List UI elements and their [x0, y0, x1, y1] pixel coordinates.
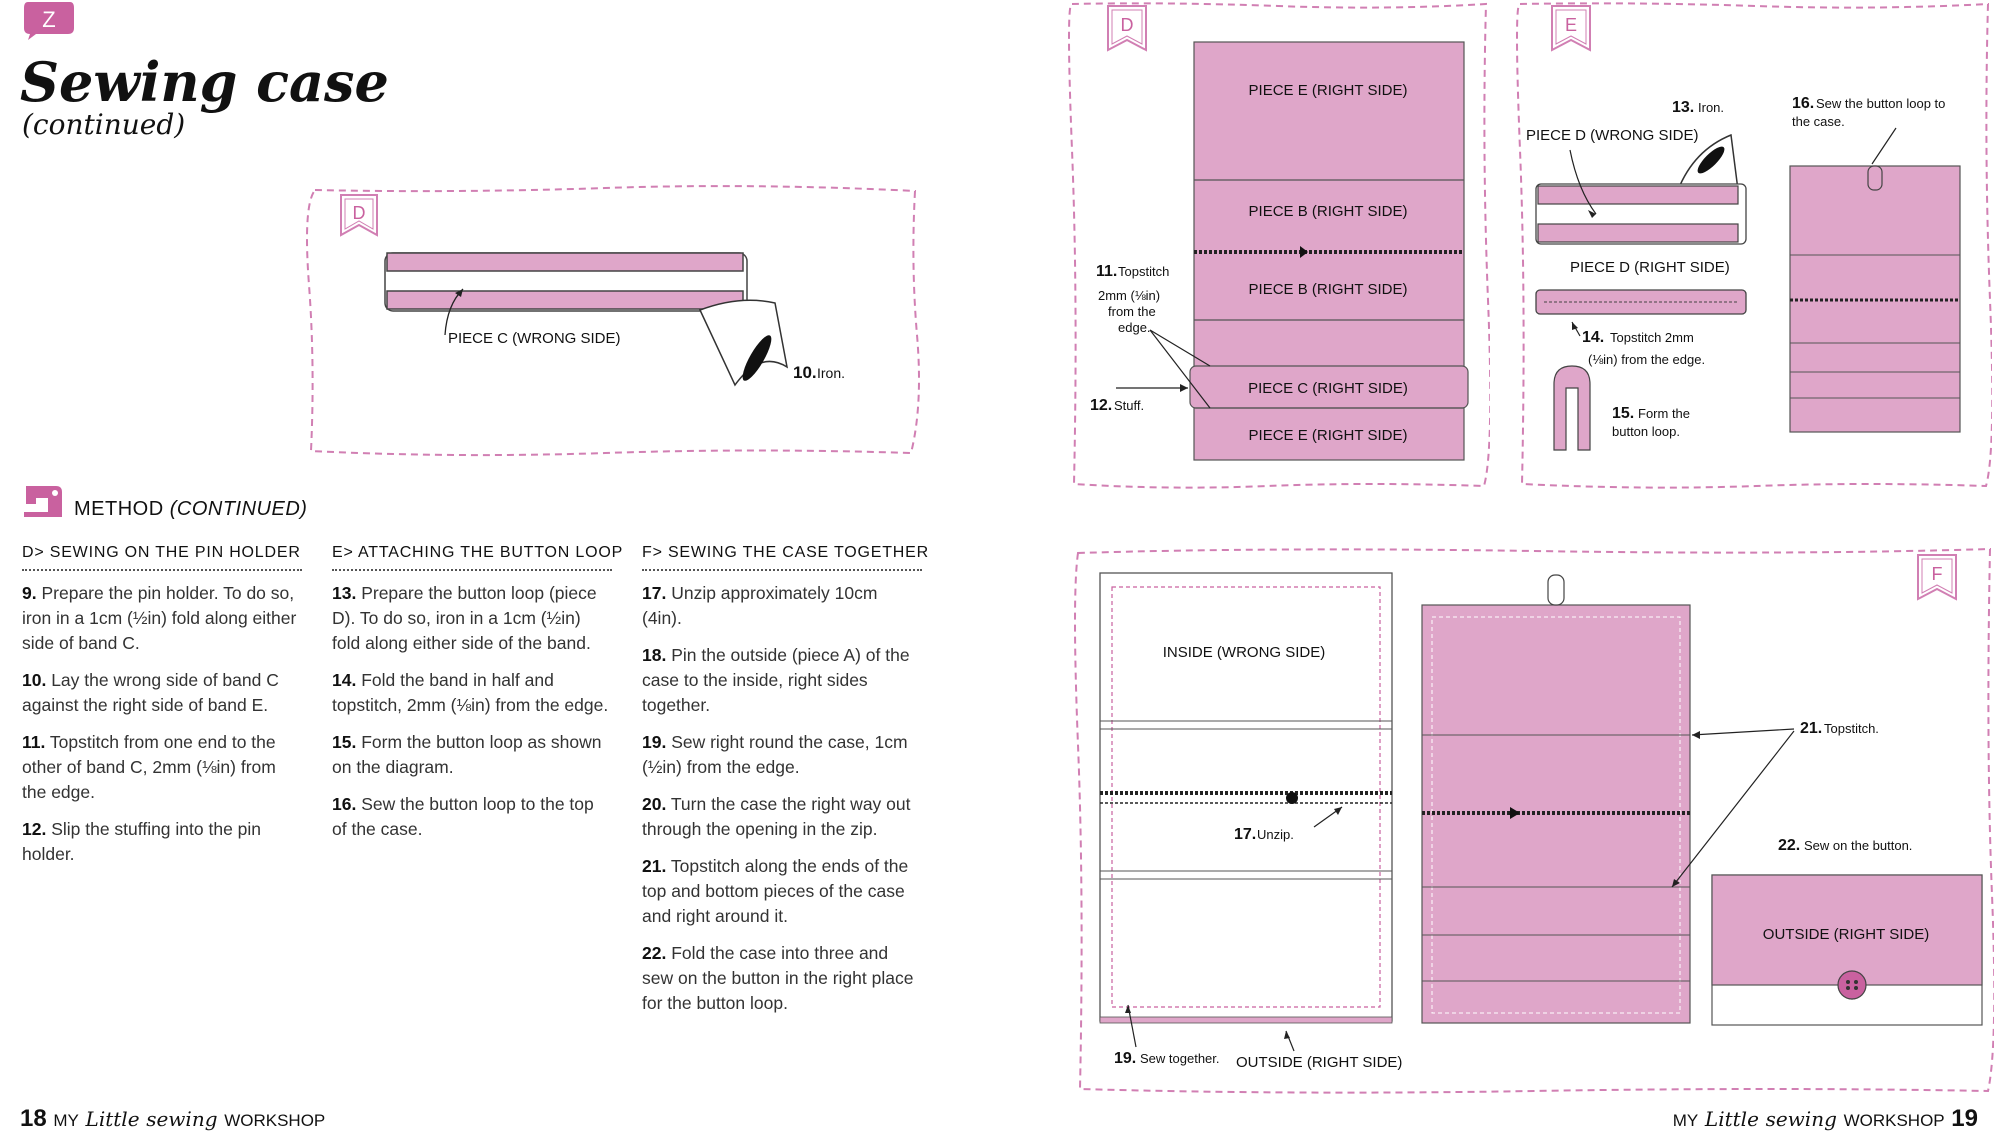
svg-text:21.: 21. [1800, 720, 1823, 737]
step: 22. Fold the case into three and sew on the button in the right place for the button loop. [642, 943, 914, 1013]
diagram-d-assembly [1068, 0, 1490, 490]
svg-text:E: E [1564, 15, 1578, 35]
svg-text:the case.: the case. [1792, 114, 1845, 129]
step: 9. Prepare the pin holder. To do so, iron in a 1cm (½in) fold along either side of band C. [22, 583, 297, 653]
svg-text:19.: 19. [1114, 1050, 1137, 1067]
svg-text:Iron.: Iron. [1698, 100, 1725, 115]
step: 21. Topstitch along the ends of the top and bottom pieces of the case and right around it. [642, 856, 909, 926]
piece-label: PIECE E (RIGHT SIDE) [1248, 427, 1408, 444]
ribbon-badge-d [1108, 6, 1146, 50]
section-f-heading: F> SEWING THE CASE TOGETHER [642, 540, 922, 571]
svg-text:(⅛in) from the edge.: (⅛in) from the edge. [1588, 352, 1706, 367]
step: 20. Turn the case the right way out through the opening in the zip. [642, 794, 911, 839]
page-number-right: 19 [1951, 1105, 1978, 1132]
label-outside-bottom: OUTSIDE (RIGHT SIDE) [1236, 1054, 1403, 1071]
step: 10. Lay the wrong side of band C against the right side of band E. [22, 670, 279, 715]
svg-text:Unzip.: Unzip. [1257, 827, 1294, 842]
svg-text:Sew together.: Sew together. [1140, 1051, 1220, 1066]
step: 16. Sew the button loop to the top of the case. [332, 794, 594, 839]
svg-text:2mm (⅛in): 2mm (⅛in) [1098, 288, 1161, 303]
svg-text:13.: 13. [1672, 99, 1695, 116]
step: 19. Sew right round the case, 1cm (½in) from the edge. [642, 732, 908, 777]
page-title: Sewing case [20, 50, 389, 114]
ribbon-badge-d [341, 195, 377, 235]
sewing-machine-icon [22, 482, 64, 518]
svg-text:edge.: edge. [1118, 320, 1151, 335]
section-badge [22, 0, 76, 40]
page-subtitle: (continued) [22, 108, 186, 141]
label-outside-folded: OUTSIDE (RIGHT SIDE) [1762, 926, 1930, 943]
svg-text:12.: 12. [1090, 397, 1113, 414]
svg-text:16.: 16. [1792, 95, 1815, 112]
svg-text:22.: 22. [1778, 837, 1801, 854]
label-inside: INSIDE (WRONG SIDE) [1162, 644, 1326, 661]
svg-text:button loop.: button loop. [1612, 424, 1680, 439]
svg-text:15.: 15. [1612, 405, 1635, 422]
diagram-e-button-loop [1516, 0, 1992, 490]
footer-right: MY Little sewing WORKSHOP 19 [1672, 1105, 1978, 1132]
label-piece-d-right: PIECE D (RIGHT SIDE) [1570, 259, 1730, 276]
svg-text:11.: 11. [1096, 263, 1118, 280]
svg-text:Sew the button loop to: Sew the button loop to [1816, 96, 1946, 111]
step: 14. Fold the band in half and topstitch, 2mm (⅛in) from the edge. [332, 670, 609, 715]
svg-text:Sew on the button.: Sew on the button. [1804, 838, 1913, 853]
section-e [332, 540, 624, 854]
section-d [22, 540, 302, 879]
svg-text:Topstitch 2mm: Topstitch 2mm [1610, 330, 1694, 345]
method-heading [22, 482, 322, 522]
button-icon [1838, 971, 1866, 999]
ribbon-badge-e [1552, 6, 1590, 50]
piece-label: PIECE E (RIGHT SIDE) [1248, 82, 1408, 99]
svg-text:Stuff.: Stuff. [1114, 398, 1145, 413]
method-continued: (CONTINUED) [169, 498, 308, 520]
svg-text:17.: 17. [1234, 826, 1257, 843]
svg-text:Form the: Form the [1638, 406, 1691, 421]
diagram-f-assembly [1074, 545, 1994, 1095]
step: 15. Form the button loop as shown on the diagram. [332, 732, 602, 777]
svg-text:10.: 10. [793, 363, 817, 382]
diagram-d-iron [305, 185, 925, 460]
svg-text:D: D [352, 203, 366, 223]
label-piece-c: PIECE C (WRONG SIDE) [448, 330, 621, 347]
section-e-heading: E> ATTACHING THE BUTTON LOOP [332, 540, 612, 571]
badge-letter: Z [42, 7, 56, 32]
piece-label: PIECE C (RIGHT SIDE) [1248, 380, 1408, 397]
svg-text:Topstitch.: Topstitch. [1824, 721, 1879, 736]
svg-text:D: D [1120, 15, 1134, 35]
piece-label: PIECE B (RIGHT SIDE) [1248, 281, 1408, 298]
step: 13. Prepare the button loop (piece D). To do so, iron in a 1cm (½in) fold along either side of the band. [332, 583, 597, 653]
section-f [642, 540, 929, 1028]
svg-text:from the: from the [1108, 304, 1156, 319]
step: 17. Unzip approximately 10cm (4in). [642, 583, 878, 628]
label-piece-d-wrong: PIECE D (WRONG SIDE) [1526, 127, 1699, 144]
footer-left: 18 MY Little sewing WORKSHOP [20, 1105, 326, 1132]
step: 11. Topstitch from one end to the other of band C, 2mm (⅛in) from the edge. [22, 732, 276, 802]
svg-text:Topstitch: Topstitch [1118, 264, 1170, 279]
ribbon-badge-f [1918, 555, 1956, 599]
page-number-left: 18 [20, 1105, 47, 1132]
step: 18. Pin the outside (piece A) of the case to the inside, right sides together. [642, 645, 910, 715]
step: 12. Slip the stuffing into the pin holder. [22, 819, 262, 864]
method-title: METHOD [74, 498, 170, 520]
piece-label: PIECE B (RIGHT SIDE) [1248, 203, 1408, 220]
svg-text:Iron.: Iron. [817, 365, 846, 381]
section-d-heading: D> SEWING ON THE PIN HOLDER [22, 540, 302, 571]
svg-text:14.: 14. [1582, 329, 1605, 346]
svg-text:F: F [1931, 564, 1943, 584]
